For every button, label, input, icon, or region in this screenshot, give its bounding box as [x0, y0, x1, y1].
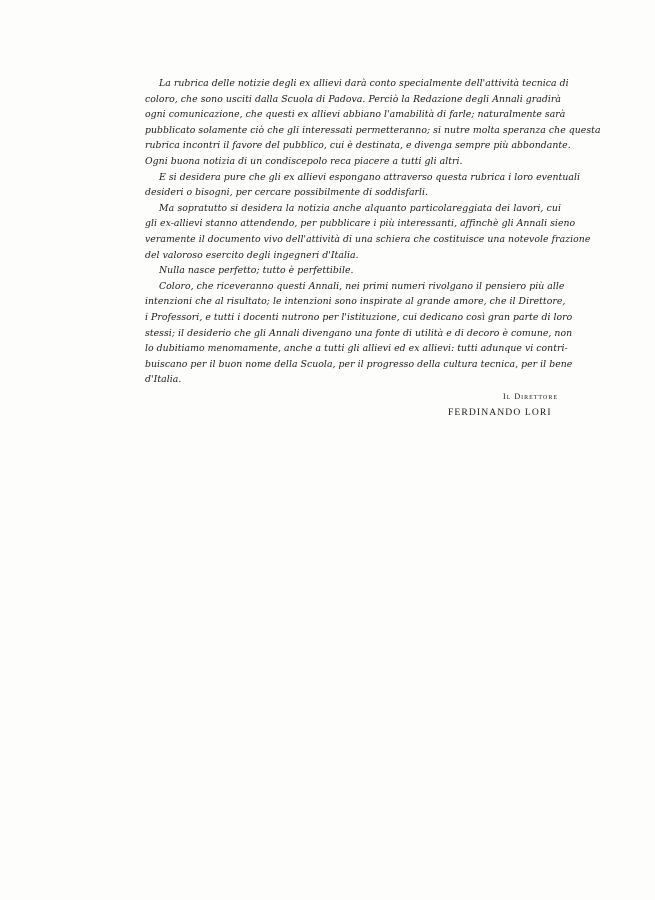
body-text — [131, 76, 601, 388]
text-line: del valoroso esercito degli ingegneri d'Italia. — [145, 249, 359, 261]
text-line: La rubrica delle notizie degli ex allievi darà conto specialmente dell'attività tecnica di — [159, 78, 569, 89]
text-line: Ogni buona notizia di un condiscepolo reca piacere a tutti gli altri. — [145, 155, 463, 167]
paragraph-3 — [131, 201, 591, 263]
signature-title: Il Direttore — [503, 392, 558, 401]
text-line: d'Italia. — [145, 374, 182, 386]
text-line: desideri o bisogni, per cercare possibilmente di soddisfarli. — [145, 187, 429, 199]
paragraph-5 — [131, 279, 573, 388]
paragraph-1 — [131, 76, 601, 170]
text-line: gli ex-allievi stanno attendendo, per pubblicare i più interessanti, affinchè gli Annali sieno — [145, 218, 576, 230]
text-line: lo dubitiamo menomamente, anche a tutti gli allievi ed ex allievi: tutti adunque vi contri- — [145, 343, 568, 355]
text-line: stessi; il desiderio che gli Annali divengano una fonte di utilità e di decoro è comune, non — [145, 327, 573, 339]
text-line: i Professori, e tutti i docenti nutrono per l'istituzione, cui dedicano così gran parte di loro — [145, 311, 573, 323]
text-line: pubblicato solamente ciò che gli interessati permetteranno; si nutre molta speranza che questa — [145, 124, 601, 136]
text-line: rubrica incontri il favore del pubblico, cui è destinata, e divenga sempre più abbondante. — [145, 140, 571, 152]
paragraph-2 — [131, 170, 580, 201]
text-line: buiscano per il buon nome della Scuola, per il progresso della cultura tecnica, per il bene — [145, 358, 573, 370]
text-line: veramente il documento vivo dell'attività di una schiera che costituisce una notevole frazione — [145, 233, 591, 245]
text-line: Ma sopratutto si desidera la notizia anche alquanto particolareggiata dei lavori, cui — [159, 202, 561, 214]
text-line: Coloro, che riceveranno questi Annali, nei primi numeri rivolgano il pensiero più alle — [159, 280, 565, 292]
text-line: intenzioni che al risultato; le intenzioni sono inspirate al grande amore, che il Direttore, — [145, 296, 566, 308]
text-line: ogni comunicazione, che questi ex allievi abbiano l'amabilità di farle; naturalmente sarà — [145, 109, 566, 121]
signature-block — [440, 392, 570, 418]
text-line: coloro, che sono usciti dalla Scuola di Padova. Perciò la Redazione degli Annali gradirà — [145, 93, 561, 105]
signature-name: FERDINANDO LORI — [448, 407, 552, 418]
paragraph-4 — [131, 263, 561, 279]
text-line: E si desidera pure che gli ex allievi espongano attraverso questa rubrica i loro eventuali — [159, 171, 580, 183]
text-line: Nulla nasce perfetto; tutto è perfettibile. — [159, 265, 354, 277]
